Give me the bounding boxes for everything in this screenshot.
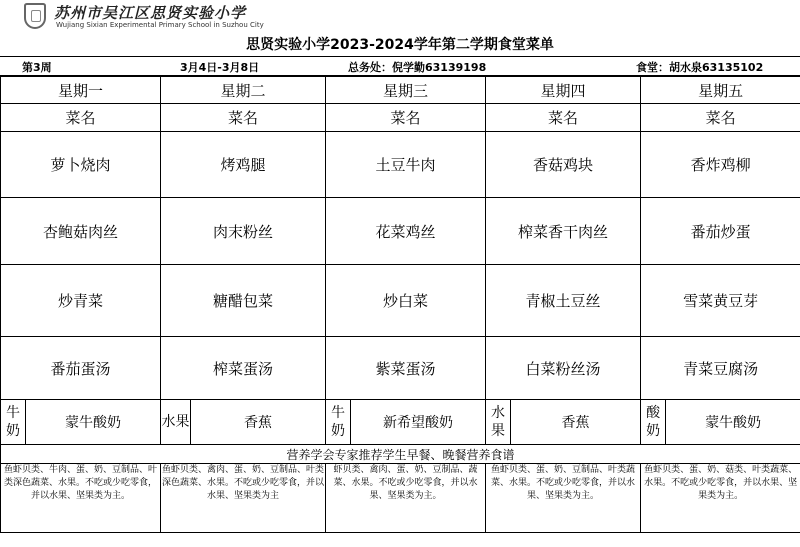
dish-row	[1, 265, 800, 337]
nutrition-row	[1, 464, 800, 533]
dish-cell: 花菜鸡丝	[326, 198, 486, 265]
dish-cell: 烤鸡腿	[161, 132, 326, 198]
nutrition-cell: 鱼虾贝类、牛肉、蛋、奶、豆制品、叶类深色蔬菜、水果。不吃或少吃零食，并以水果、坚果类为主。	[1, 464, 161, 533]
dish-cell: 香炸鸡柳	[641, 132, 800, 198]
extra-item: 新希望酸奶	[351, 400, 486, 445]
dish-cell: 榨菜蛋汤	[161, 337, 326, 400]
canteen-contact: 食堂：胡水泉63135102	[636, 61, 764, 74]
day-header: 星期四	[486, 77, 641, 104]
menu-title: 思贤实验小学2023-2024学年第二学期食堂菜单	[246, 37, 554, 53]
extra-item: 蒙牛酸奶	[26, 400, 161, 445]
date-range: 3月4日-3月8日	[180, 61, 260, 74]
dish-header: 菜名	[326, 104, 486, 132]
extra-item: 蒙牛酸奶	[666, 400, 800, 445]
dish-row	[1, 198, 800, 265]
day-header: 星期三	[326, 77, 486, 104]
dish-cell: 糖醋包菜	[161, 265, 326, 337]
dish-header: 菜名	[1, 104, 161, 132]
day-header-row	[1, 77, 800, 104]
dish-header: 菜名	[641, 104, 800, 132]
extra-tag: 酸奶	[641, 400, 666, 445]
dish-cell: 番茄炒蛋	[641, 198, 800, 265]
day-header: 星期二	[161, 77, 326, 104]
nutrition-cell: 鱼虾贝类、蛋、奶、菇类、叶类蔬菜、水果。不吃或少吃零食，并以水果、坚果类为主。	[641, 464, 800, 533]
extra-tag: 水果	[161, 400, 191, 445]
office-contact: 总务处：倪学勤63139198	[348, 61, 487, 74]
dish-cell: 紫菜蛋汤	[326, 337, 486, 400]
dish-cell: 炒青菜	[1, 265, 161, 337]
dish-cell: 番茄蛋汤	[1, 337, 161, 400]
dish-cell: 榨菜香干肉丝	[486, 198, 641, 265]
dish-row	[1, 132, 800, 198]
school-logo-bar	[0, 0, 800, 34]
extra-tag: 牛奶	[326, 400, 351, 445]
dish-cell: 肉末粉丝	[161, 198, 326, 265]
dish-cell: 白菜粉丝汤	[486, 337, 641, 400]
extra-tag: 水果	[486, 400, 511, 445]
extra-tag: 牛奶	[1, 400, 26, 445]
dish-cell: 杏鲍菇肉丝	[1, 198, 161, 265]
dish-cell: 炒白菜	[326, 265, 486, 337]
extra-item: 香蕉	[191, 400, 326, 445]
dish-cell: 萝卜烧肉	[1, 132, 161, 198]
nutrition-cell: 鱼虾贝类、蛋、奶、豆制品、叶类蔬菜、水果。不吃或少吃零食，并以水果、坚果类为主。	[486, 464, 641, 533]
extra-item: 香蕉	[511, 400, 641, 445]
school-name-cn: 苏州市吴江区思贤实验小学	[54, 4, 247, 22]
day-header: 星期五	[641, 77, 800, 104]
dish-cell: 青菜豆腐汤	[641, 337, 800, 400]
day-header: 星期一	[1, 77, 161, 104]
nutrition-cell: 虾贝类、禽肉、蛋、奶、豆制品、蔬菜、水果。不吃或少吃零食，并以水果、坚果类为主。	[326, 464, 486, 533]
week-label: 第3周	[22, 61, 52, 74]
dish-header: 菜名	[486, 104, 641, 132]
menu-table	[0, 76, 800, 533]
dish-row	[1, 337, 800, 400]
school-name-en: Wujiang Sixian Experimental Primary School in Suzhou City	[56, 21, 264, 29]
nutrition-title-row	[1, 445, 800, 464]
dish-header: 菜名	[161, 104, 326, 132]
nutrition-title: 营养学会专家推荐学生早餐、晚餐营养食谱	[1, 445, 800, 464]
dish-header-row	[1, 104, 800, 132]
info-bar	[0, 56, 800, 76]
dish-cell: 雪菜黄豆芽	[641, 265, 800, 337]
nutrition-cell: 鱼虾贝类、禽肉、蛋、奶、豆制品、叶类深色蔬菜、水果。不吃或少吃零食，并以水果、坚果类为主	[161, 464, 326, 533]
extras-row	[1, 400, 800, 445]
dish-cell: 香菇鸡块	[486, 132, 641, 198]
school-emblem-icon	[24, 3, 46, 29]
dish-cell: 土豆牛肉	[326, 132, 486, 198]
dish-cell: 青椒土豆丝	[486, 265, 641, 337]
